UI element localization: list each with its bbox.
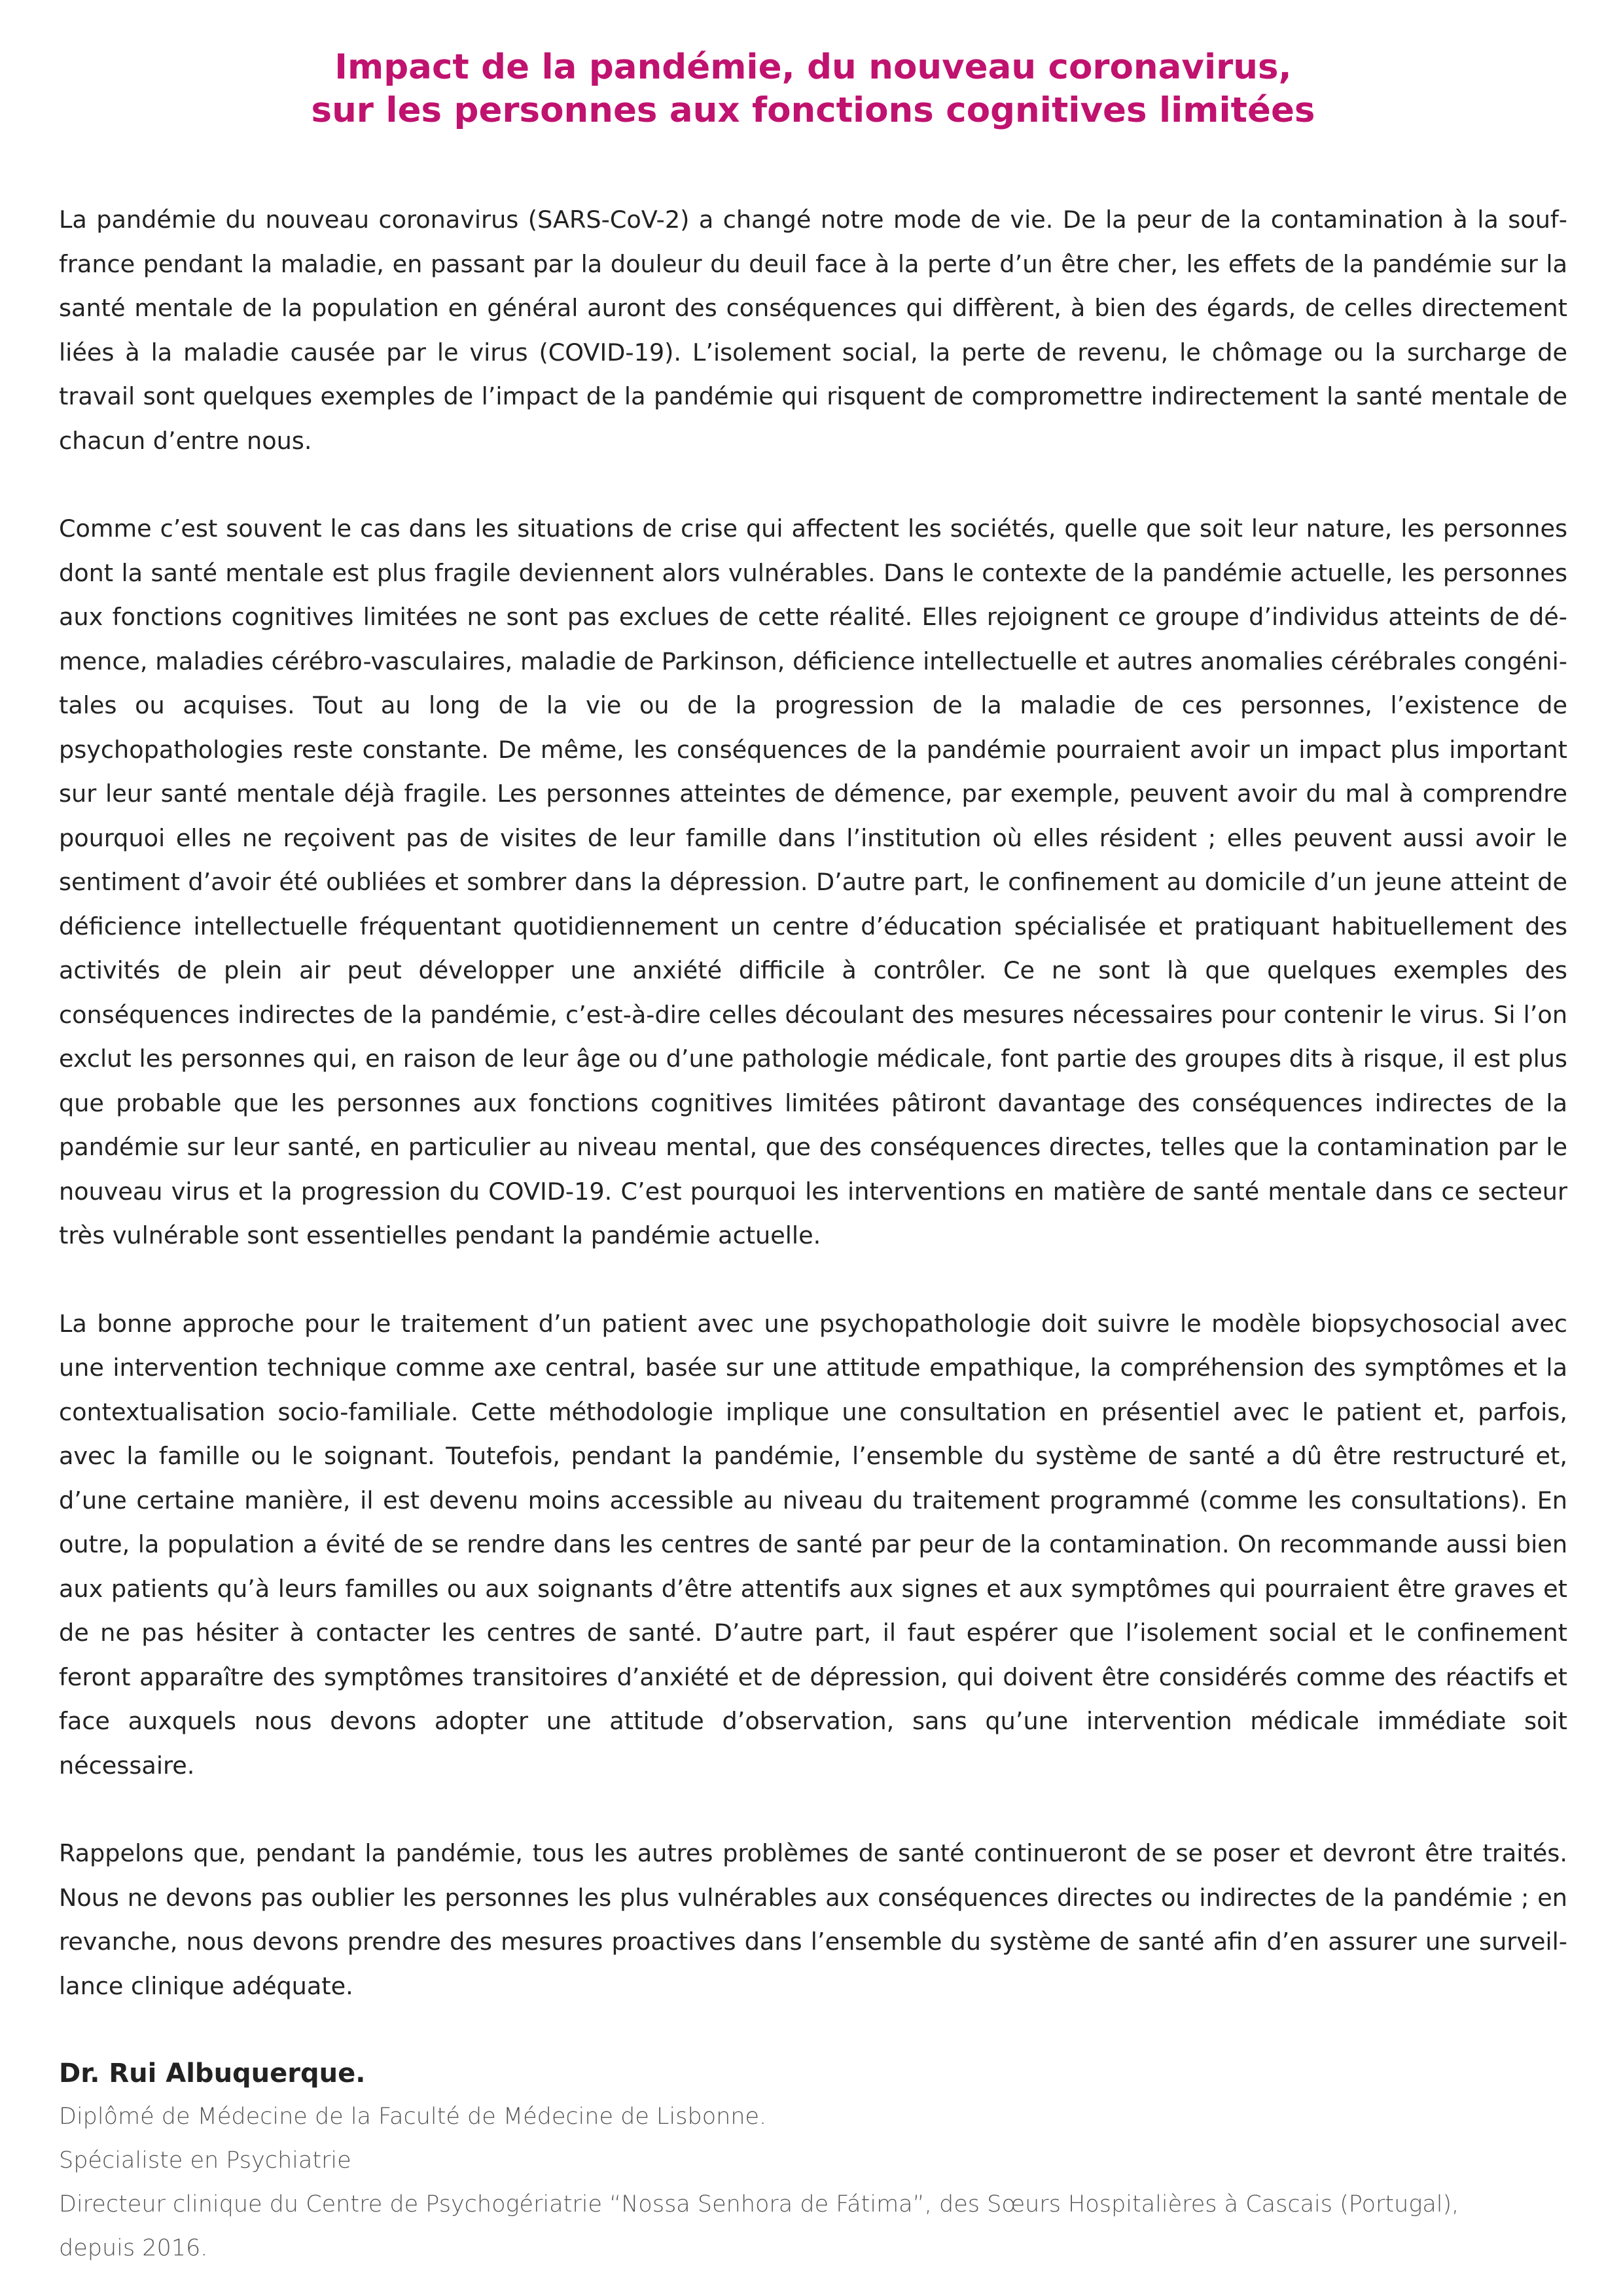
- title-line-1: Impact de la pandémie, du nouveau coronavirus,: [334, 47, 1292, 87]
- body-paragraph-2: Comme c’est souvent le cas dans les situations de crise qui affectent les sociétés, quelle que soit leur nature, les personnes dont la santé mentale est plus fragile deviennent alors vulnérables. Dans le contexte de la pandémie actuelle, les personnes aux fonctions cognitives limitées ne sont pas exclues de cette réalité. Elles rejoignent ce groupe d’individus atteints de démence, maladies cérébro-vasculaires, maladie de Parkinson, déficience intellectuelle et autres anomalies cérébrales congénitales ou acquises. Tout au long de la vie ou de la progression de la maladie de ces personnes, l’existence de psychopathologies reste constante. De même, les conséquences de la pandémie pourraient avoir un impact plus important sur leur santé mentale déjà fragile. Les personnes atteintes de démence, par exemple, peuvent avoir du mal à comprendre pourquoi elles ne reçoivent pas de visites de leur famille dans l’institution où elles résident ; elles peuvent aussi avoir le sentiment d’avoir été oubliées et sombrer dans la dépression. D’autre part, le confinement au domicile d’un jeune atteint de déficience intellectuelle fréquentant quotidiennement un centre d’éducation spécialisée et pratiquant habituellement des activités de plein air peut développer une anxiété difficile à contrôler. Ce ne sont là que quelques exemples des conséquences indirectes de la pandémie, c’est-à-dire celles découlant des mesures nécessaires pour contenir le virus. Si l’on exclut les personnes qui, en raison de leur âge ou d’une pathologie médicale, font partie des groupes dits à risque, il est plus que probable que les personnes aux fonctions cognitives limitées pâtiront davantage des conséquences indirectes de la pandémie sur leur santé, en particulier au niveau mental, que des conséquences directes, telles que la contamination par le nouveau virus et la progression du COVID-19. C’est pourquoi les interventions en matière de santé mentale dans ce secteur très vulnérable sont essentielles pendant la pandémie actuelle.: [59, 514, 1567, 1249]
- author-credential-3: Directeur clinique du Centre de Psychogériatrie “Nossa Senhora de Fátima”, des Sœurs Hospitalières à Cascais (Portugal),: [59, 2191, 1459, 2217]
- author-name: Dr. Rui Albuquerque.: [59, 2058, 366, 2089]
- author-credential-2: Spécialiste en Psychiatrie: [59, 2147, 351, 2174]
- document-title: [59, 46, 1567, 132]
- title-line-2: sur les personnes aux fonctions cognitives limitées: [311, 90, 1315, 130]
- body-paragraph-3: La bonne approche pour le traitement d’un patient avec une psychopathologie doit suivre le modèle biopsychosocial avec une intervention technique comme axe central, basée sur une attitude empathique, la compréhension des symptômes et la contextualisation socio-familiale. Cette méthodologie implique une consultation en présentiel avec le patient et, parfois, avec la famille ou le soignant. Toutefois, pendant la pandémie, l’ensemble du système de santé a dû être restructuré et, d’une certaine manière, il est devenu moins accessible au niveau du traitement programmé (comme les consultations). En outre, la population a évité de se rendre dans les centres de santé par peur de la contamination. On recommande aussi bien aux patients qu’à leurs familles ou aux soignants d’être attentifs aux signes et aux symptômes qui pourraient être graves et de ne pas hésiter à contacter les centres de santé. D’autre part, il faut espérer que l’isolement social et le confinement feront apparaître des symptômes transitoires d’anxiété et de dépression, qui doivent être considérés comme des réactifs et face auxquels nous devons adopter une attitude d’observation, sans qu’une intervention médicale immédiate soit nécessaire.: [59, 1309, 1567, 1780]
- body-paragraph-4: Rappelons que, pendant la pandémie, tous les autres problèmes de santé continueront de se poser et devront être traités. Nous ne devons pas oublier les personnes les plus vulnérables aux conséquences directes ou indirectes de la pandémie ; en revanche, nous devons prendre des mesures proactives dans l’ensemble du système de santé afin d’en assurer une surveillance clinique adéquate.: [59, 1839, 1567, 2000]
- author-credential-1: Diplômé de Médecine de la Faculté de Médecine de Lisbonne.: [59, 2104, 767, 2130]
- document-page: [59, 46, 1567, 2270]
- body-paragraph-1: La pandémie du nouveau coronavirus (SARS-CoV-2) a changé notre mode de vie. De la peur de la contamination à la souffrance pendant la maladie, en passant par la douleur du deuil face à la perte d’un être cher, les effets de la pandémie sur la santé mentale de la population en général auront des conséquences qui diffèrent, à bien des égards, de celles directement liées à la maladie causée par le virus (COVID-19). L’isolement social, la perte de revenu, le chômage ou la surcharge de travail sont quelques exemples de l’impact de la pandémie qui risquent de compromettre indirectement la santé mentale de chacun d’entre nous.: [59, 206, 1567, 455]
- author-block: [59, 2052, 1567, 2270]
- author-credential-4: depuis 2016.: [59, 2235, 208, 2261]
